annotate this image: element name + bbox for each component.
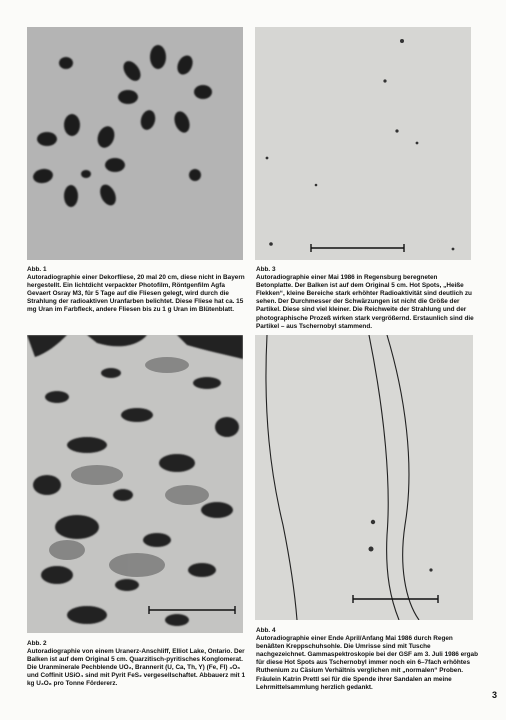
figure-2-caption bbox=[27, 640, 247, 689]
figure-4-label: Abb. 4 bbox=[256, 627, 276, 634]
figure-2-image bbox=[27, 335, 243, 633]
figure-3-label: Abb. 3 bbox=[256, 266, 276, 273]
figure-4-image bbox=[255, 335, 473, 620]
figure-1-text: Autoradiographie einer Dekorfliese, 20 mal 20 cm, diese nicht in Bayern hergestellt. Ein lichtdicht verpackter Photofilm, Röntgenfilm Agfa Gevaert Osray M3, für 5 Tage auf die Fliesen gelegt, wird durch die Strahlung der radioaktiven Uranfarben belichtet. Diese Fliese hat ca. 15 mg Uran im Farbfleck, andere Fliesen bis zu 1 g Uran im Blütenblatt. bbox=[27, 274, 245, 314]
figure-3-text: Autoradiographie einer Mai 1986 in Regensburg beregneten Betonplatte. Der Balken ist auf dem Original 5 cm. Hot Spots, „Heiße Flekken“, kleine Bereiche stark erhöhter Radioaktivität sind deutlich zu sehen. Der Durchmesser der Schwärzungen ist nicht die Größe der Partikel. Diese sind viel kleiner. Die Reichweite der Strahlung und der photographische Prozeß wirken stark vergrößernd. Erstaunlich sind die Partikel – aus Tschernobyl stammend. bbox=[256, 274, 474, 330]
figure-2-text: Autoradiographie von einem Uranerz-Anschliff, Elliot Lake, Ontario. Der Balken ist auf dem Original 5 cm. Quarzitisch-pyritisches Konglomerat. Die Uranminerale Pechblende UO₂, Brannerit (U, Ca, Th, Y) (Fe, Fl) ₃O₆ und Coffinit USiO₄ sind mit Pyrit FeS₂ vergesellschaftet. Abbauerz mit 1 kg U₃O₈ pro Tonne Fördererz. bbox=[27, 648, 245, 688]
figure-4-caption bbox=[256, 627, 478, 692]
figure-1-image bbox=[27, 27, 243, 260]
figure-3-caption bbox=[256, 266, 474, 331]
figure-4-text: Autoradiographie einer Ende April/Anfang Mai 1986 durch Regen benäßten Kreppschuhsohle. Die Umrisse sind mit Tusche nachgezeichnet. Gammaspektroskopie bei der GSF am 3. Juli 1986 ergab für diese Hot Spots aus Tschernobyl immer noch ein 6–7fach erhöhtes Ruthenium zu Cäsium Verhältnis verglichen mit „normalen“ Proben. Fräulein Katrin Prettl sei für die Spende ihrer Sandalen an meine Lehrmittelsammlung herzlich gedankt. bbox=[256, 635, 478, 691]
figure-1-label: Abb. 1 bbox=[27, 266, 47, 273]
page-number: 3 bbox=[491, 690, 497, 700]
figure-3-image bbox=[255, 27, 471, 260]
figure-1-caption bbox=[27, 266, 245, 315]
figure-2-label: Abb. 2 bbox=[27, 640, 47, 647]
